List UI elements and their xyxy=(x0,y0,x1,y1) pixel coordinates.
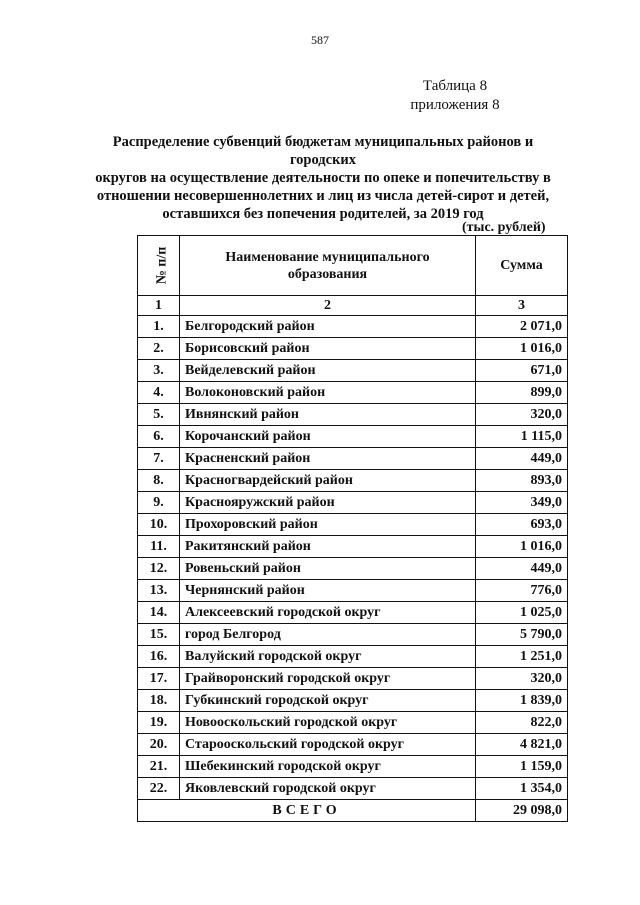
table-row xyxy=(138,668,568,690)
row-number: 8. xyxy=(138,470,180,492)
row-sum: 349,0 xyxy=(476,492,568,514)
units-label: (тыс. рублей) xyxy=(462,220,546,235)
row-sum: 320,0 xyxy=(476,668,568,690)
row-number: 5. xyxy=(138,404,180,426)
row-number: 12. xyxy=(138,558,180,580)
table-row xyxy=(138,602,568,624)
row-sum: 671,0 xyxy=(476,360,568,382)
row-name: Новооскольский городской округ xyxy=(180,712,476,734)
row-sum: 693,0 xyxy=(476,514,568,536)
table-row xyxy=(138,712,568,734)
total-row xyxy=(138,800,568,822)
row-name: Грайворонский городской округ xyxy=(180,668,476,690)
table-row xyxy=(138,514,568,536)
row-sum: 1 025,0 xyxy=(476,602,568,624)
row-number: 2. xyxy=(138,338,180,360)
table-reference-line1: Таблица 8 xyxy=(422,78,488,94)
row-name: Валуйский городской округ xyxy=(180,646,476,668)
row-sum: 899,0 xyxy=(476,382,568,404)
table-row xyxy=(138,778,568,800)
row-number: 21. xyxy=(138,756,180,778)
column-number: 3 xyxy=(476,296,568,316)
row-sum: 1 159,0 xyxy=(476,756,568,778)
row-number: 19. xyxy=(138,712,180,734)
table-row xyxy=(138,580,568,602)
table-row xyxy=(138,558,568,580)
row-number: 13. xyxy=(138,580,180,602)
row-name: Шебекинский городской округ xyxy=(180,756,476,778)
subsidy-table xyxy=(137,235,568,822)
row-name: Красненский район xyxy=(180,448,476,470)
table-row xyxy=(138,316,568,338)
row-name: Ракитянский район xyxy=(180,536,476,558)
row-number: 1. xyxy=(138,316,180,338)
row-name: Красногвардейский район xyxy=(180,470,476,492)
row-sum: 1 251,0 xyxy=(476,646,568,668)
header-name-line2: образования xyxy=(287,266,368,282)
row-name: Борисовский район xyxy=(180,338,476,360)
column-number: 1 xyxy=(138,296,180,316)
table-row xyxy=(138,448,568,470)
table-row xyxy=(138,734,568,756)
column-number: 2 xyxy=(180,296,476,316)
row-name: Белгородский район xyxy=(180,316,476,338)
row-sum: 1 839,0 xyxy=(476,690,568,712)
header-sum: Сумма xyxy=(476,236,568,296)
row-sum: 2 071,0 xyxy=(476,316,568,338)
table-row xyxy=(138,404,568,426)
header-name xyxy=(180,236,476,296)
row-name: город Белгород xyxy=(180,624,476,646)
row-number: 16. xyxy=(138,646,180,668)
row-number: 10. xyxy=(138,514,180,536)
table-row xyxy=(138,756,568,778)
table-row xyxy=(138,690,568,712)
header-number: № п/п xyxy=(138,236,180,296)
row-number: 6. xyxy=(138,426,180,448)
table-row xyxy=(138,426,568,448)
row-sum: 1 016,0 xyxy=(476,338,568,360)
row-number: 9. xyxy=(138,492,180,514)
row-sum: 1 115,0 xyxy=(476,426,568,448)
row-number: 15. xyxy=(138,624,180,646)
row-sum: 822,0 xyxy=(476,712,568,734)
row-number: 20. xyxy=(138,734,180,756)
row-number: 4. xyxy=(138,382,180,404)
row-sum: 893,0 xyxy=(476,470,568,492)
row-name: Ровеньский район xyxy=(180,558,476,580)
total-label: ВСЕГО xyxy=(138,800,476,822)
title-line: оставшихся без попечения родителей, за 2019 год xyxy=(162,206,484,222)
table-row xyxy=(138,492,568,514)
table-row xyxy=(138,624,568,646)
row-number: 11. xyxy=(138,536,180,558)
row-sum: 320,0 xyxy=(476,404,568,426)
table-row xyxy=(138,360,568,382)
row-sum: 1 016,0 xyxy=(476,536,568,558)
row-name: Краснояружский район xyxy=(180,492,476,514)
row-sum: 4 821,0 xyxy=(476,734,568,756)
table-reference-line2: приложения 8 xyxy=(410,97,500,113)
row-sum: 776,0 xyxy=(476,580,568,602)
row-number: 17. xyxy=(138,668,180,690)
row-name: Яковлевский городской округ xyxy=(180,778,476,800)
row-number: 18. xyxy=(138,690,180,712)
row-name: Ивнянский район xyxy=(180,404,476,426)
row-sum: 5 790,0 xyxy=(476,624,568,646)
page-number: 587 xyxy=(311,33,329,47)
row-name: Губкинский городской округ xyxy=(180,690,476,712)
row-sum: 449,0 xyxy=(476,558,568,580)
row-sum: 449,0 xyxy=(476,448,568,470)
table-row xyxy=(138,646,568,668)
row-name: Алексеевский городской округ xyxy=(180,602,476,624)
table-row xyxy=(138,382,568,404)
total-sum: 29 098,0 xyxy=(476,800,568,822)
title-line: округов на осуществление деятельности по опеке и попечительству в xyxy=(95,170,551,186)
header-row xyxy=(138,236,568,296)
table-row xyxy=(138,536,568,558)
row-sum: 1 354,0 xyxy=(476,778,568,800)
row-name: Вейделевский район xyxy=(180,360,476,382)
row-name: Чернянский район xyxy=(180,580,476,602)
row-number: 14. xyxy=(138,602,180,624)
row-number: 3. xyxy=(138,360,180,382)
table-row xyxy=(138,470,568,492)
title-line: Распределение субвенций бюджетам муниципальных районов и городских xyxy=(112,134,534,168)
document-title xyxy=(88,133,558,223)
row-name: Прохоровский район xyxy=(180,514,476,536)
row-name: Корочанский район xyxy=(180,426,476,448)
row-name: Старооскольский городской округ xyxy=(180,734,476,756)
table-row xyxy=(138,338,568,360)
column-numbers-row xyxy=(138,296,568,316)
row-number: 22. xyxy=(138,778,180,800)
header-name-line1: Наименование муниципального xyxy=(225,249,430,265)
row-number: 7. xyxy=(138,448,180,470)
title-line: отношении несовершеннолетних и лиц из числа детей-сирот и детей, xyxy=(96,188,550,204)
row-name: Волоконовский район xyxy=(180,382,476,404)
